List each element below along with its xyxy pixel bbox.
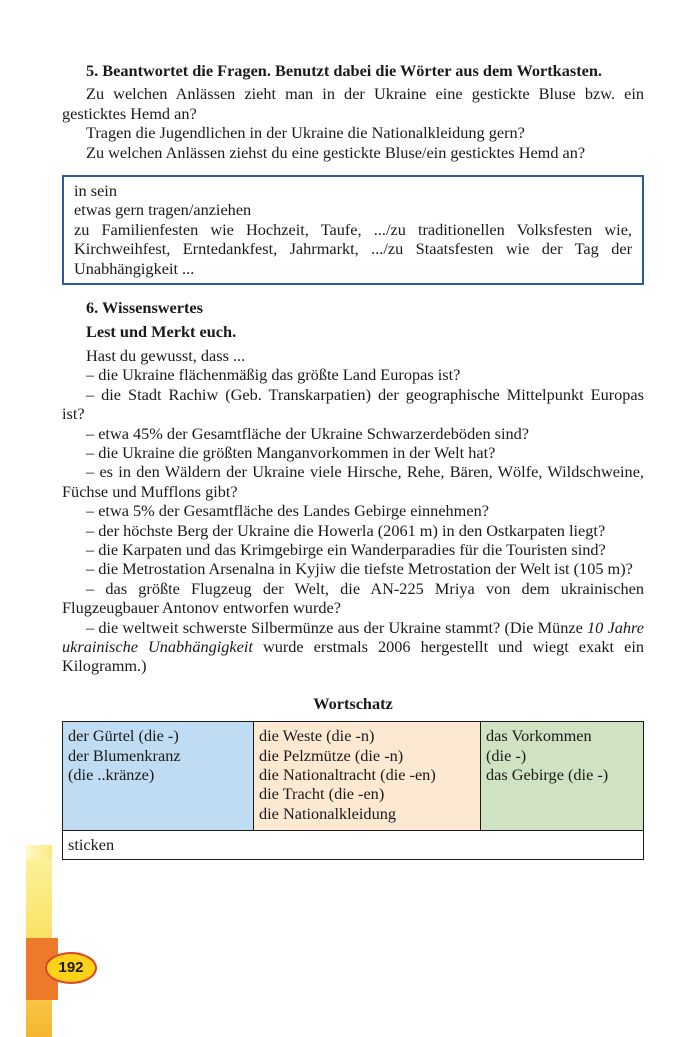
task6-section bbox=[62, 298, 644, 676]
task5-question-1: Zu welchen Anlässen zieht man in der Ukraine eine gestickte Bluse bzw. ein gesticktes Hemd an? bbox=[62, 84, 644, 123]
fact-item: – die Karpaten und das Krimgebirge ein Wanderparadies für die Touristen sind? bbox=[86, 539, 606, 559]
fact-last-after: wurde erstmals 2006 hergestellt und wiegt exakt ein Kilogramm.) bbox=[62, 636, 644, 676]
task5-question-2: Tragen die Jugendlichen in der Ukraine die Nationalkleidung gern? bbox=[86, 123, 525, 143]
task6-heading: 6. Wissenswertes bbox=[86, 298, 203, 318]
fact-item: – die Stadt Rachiw (Geb. Transkarpatien) der geographische Mittelpunkt Europas ist? bbox=[62, 384, 644, 424]
vocab-entry: die Weste (die -n) bbox=[259, 726, 375, 746]
fact-item-last bbox=[62, 618, 644, 676]
task5-question-3: Zu welchen Anlässen ziehst du eine gestickte Bluse/ein gesticktes Hemd an? bbox=[86, 142, 586, 162]
vocab-entry: die Nationalkleidung bbox=[259, 803, 396, 823]
facts-intro: Hast du gewusst, dass ... bbox=[86, 345, 246, 365]
word-box-line: in sein bbox=[74, 181, 117, 201]
vocab-entry: die Nationaltracht (die -en) bbox=[259, 765, 436, 784]
page-edge-highlight bbox=[26, 845, 52, 859]
coin-title: 10 Jahre ukrainische Unabhängigkeit bbox=[62, 617, 644, 656]
vocabulary-table bbox=[62, 721, 644, 859]
page-number: 192 bbox=[45, 952, 97, 984]
page-content bbox=[62, 61, 644, 860]
fact-item: – es in den Wäldern der Ukraine viele Hirsche, Rehe, Bären, Wölfe, Wildschweine, Füchse und Mufflons gibt? bbox=[62, 462, 644, 501]
task5-heading: 5. Beantwortet die Fragen. Benutzt dabei die Wörter aus dem Wortkasten. bbox=[86, 61, 602, 80]
fact-item: – die Metrostation Arsenalna in Kyjiw die tiefste Metrostation der Welt ist (105 m)? bbox=[86, 559, 633, 579]
wortschatz-title: Wortschatz bbox=[313, 693, 393, 713]
fact-item: – die Ukraine die größten Manganvorkommen in der Welt hat? bbox=[86, 442, 496, 462]
vocab-entry: der Gürtel (die -) bbox=[68, 726, 179, 746]
word-box bbox=[62, 175, 644, 285]
fact-item: – die Ukraine flächenmäßig das größte Land Europas ist? bbox=[86, 365, 461, 385]
fact-item: – das größte Flugzeug der Welt, die AN-225 Mriya von dem ukrainischen Flugzeugbauer Antonov entworfen wurde? bbox=[62, 578, 644, 618]
fact-last-before: – die weltweit schwerste Silbermünze aus der Ukraine stammt? (Die Münze bbox=[86, 617, 588, 637]
vocab-entry: das Gebirge (die -) bbox=[486, 765, 609, 784]
vocab-entry: (die -) bbox=[486, 745, 527, 765]
vocab-column-3 bbox=[481, 722, 644, 831]
vocab-entry: die Tracht (die -en) bbox=[259, 784, 385, 804]
facts-list bbox=[62, 346, 644, 676]
fact-item: – etwa 45% der Gesamtfläche der Ukraine Schwarzerdeböden sind? bbox=[86, 423, 530, 443]
vocab-bottom-row: sticken bbox=[63, 831, 644, 859]
fact-item: – etwa 5% der Gesamtfläche des Landes Gebirge einnehmen? bbox=[86, 501, 489, 521]
vocab-entry: (die ..kränze) bbox=[68, 765, 155, 784]
task6-subheading: Lest und Merkt euch. bbox=[86, 322, 237, 342]
vocab-entry: die Pelzmütze (die -n) bbox=[259, 745, 404, 765]
vocab-entry: der Blumenkranz bbox=[68, 745, 181, 765]
vocab-column-1 bbox=[63, 722, 254, 831]
fact-item: – der höchste Berg der Ukraine die Howerla (2061 m) in den Ostkarpaten liegt? bbox=[86, 520, 606, 540]
vocab-column-2 bbox=[254, 722, 481, 831]
word-box-line: etwas gern tragen/anziehen bbox=[74, 200, 252, 220]
vocab-entry: das Vorkommen bbox=[486, 726, 592, 746]
word-box-line: zu Familienfesten wie Hochzeit, Taufe, .../zu traditionellen Volksfesten wie, Kirchweihfest, Erntedankfest, Jahrmarkt, .../zu Staatsfesten wie der Tag der Unabhängigkeit ... bbox=[74, 219, 632, 278]
